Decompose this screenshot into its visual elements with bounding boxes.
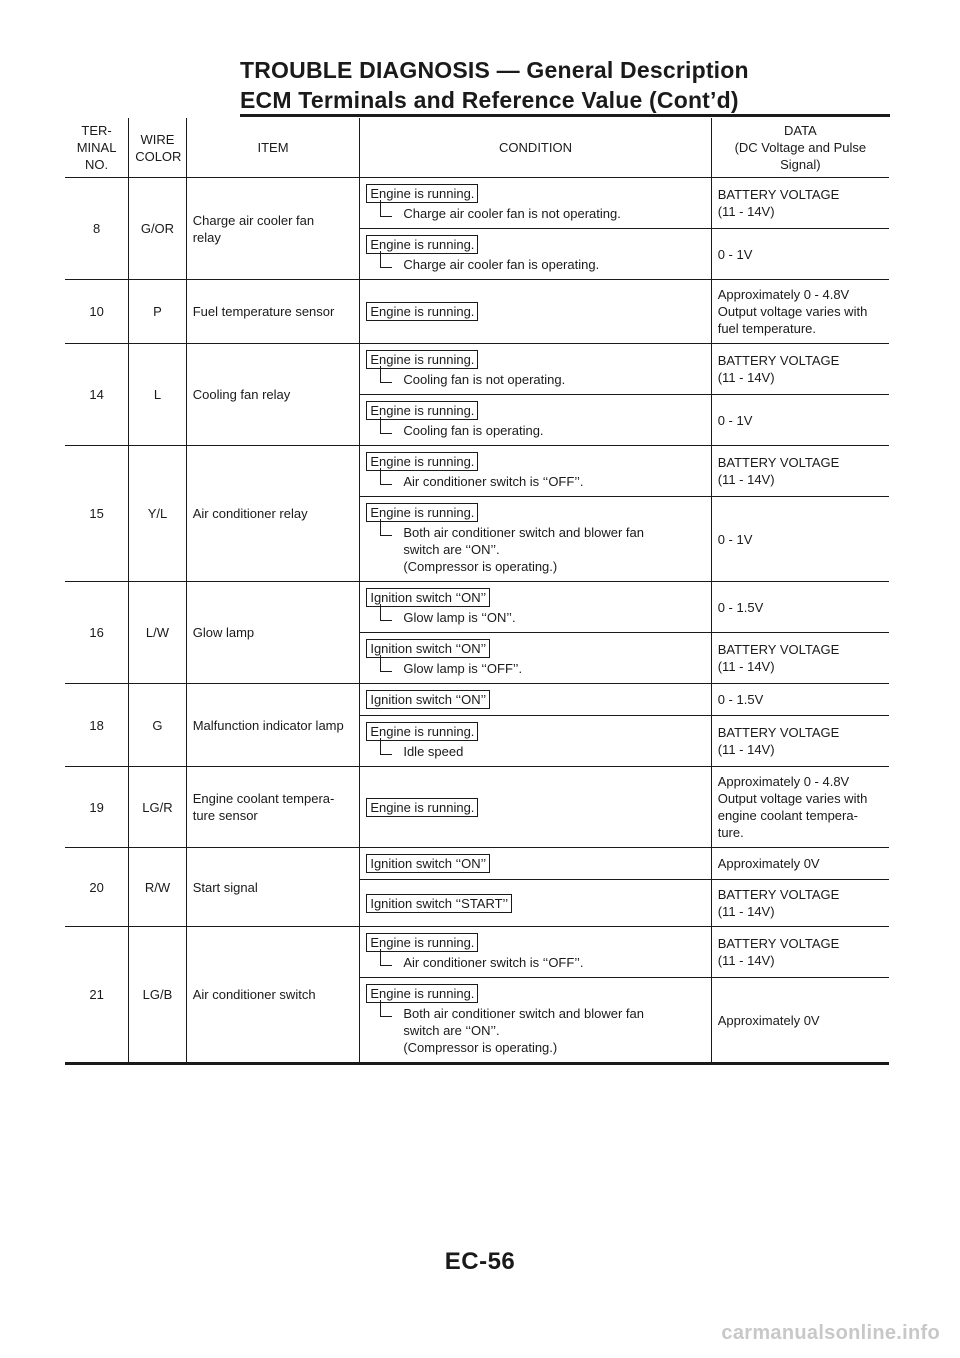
condition-cell (360, 927, 711, 978)
wire-color: LG/B (129, 927, 187, 1064)
condition-cell (360, 684, 711, 716)
condition-sub-text: Glow lamp is ‘‘ON’’. (403, 610, 516, 625)
hook-connector (380, 366, 392, 383)
table-header-row (65, 118, 889, 178)
wire-color: LG/R (129, 767, 187, 848)
terminal-number: 16 (65, 582, 129, 684)
condition-cell (360, 344, 711, 395)
wire-color: L/W (129, 582, 187, 684)
terminal-number: 10 (65, 280, 129, 344)
condition-sub-text: Cooling fan is not operating. (403, 372, 566, 387)
subsection-title: ECM Terminals and Reference Value (Cont’d) (240, 87, 739, 113)
condition-cell (360, 446, 711, 497)
item-name: Start signal (186, 848, 360, 927)
header-terminal-no: TER- MINAL NO. (65, 118, 129, 178)
condition-cell (360, 178, 711, 229)
table-row (65, 178, 889, 229)
header-rule (240, 114, 890, 117)
item-name: Glow lamp (186, 582, 360, 684)
hook-connector (380, 468, 392, 485)
hook-connector (380, 251, 392, 268)
condition-main: Ignition switch ‘‘ON’’ (366, 854, 490, 873)
condition-sub (366, 422, 704, 439)
condition-main: Engine is running. (366, 235, 478, 254)
wire-color: G (129, 684, 187, 767)
terminal-number: 15 (65, 446, 129, 582)
data-value: BATTERY VOLTAGE (11 - 14V) (711, 178, 889, 229)
item-name: Fuel temperature sensor (186, 280, 360, 344)
header-item: ITEM (186, 118, 360, 178)
data-value: BATTERY VOLTAGE (11 - 14V) (711, 633, 889, 684)
wire-color: P (129, 280, 187, 344)
table-row (65, 848, 889, 880)
wire-color: G/OR (129, 178, 187, 280)
data-value: BATTERY VOLTAGE (11 - 14V) (711, 716, 889, 767)
hook-connector (380, 604, 392, 621)
data-value: Approximately 0V (711, 848, 889, 880)
watermark: carmanualsonline.info (721, 1322, 940, 1344)
data-value: 0 - 1.5V (711, 582, 889, 633)
data-value: Approximately 0 - 4.8V Output voltage varies with engine coolant tempera- ture. (711, 767, 889, 848)
data-value: BATTERY VOLTAGE (11 - 14V) (711, 927, 889, 978)
condition-main: Engine is running. (366, 503, 478, 522)
table-row (65, 344, 889, 395)
table-row (65, 280, 889, 344)
condition-main: Engine is running. (366, 452, 478, 471)
data-value: Approximately 0 - 4.8V Output voltage varies with fuel temperature. (711, 280, 889, 344)
table-row (65, 446, 889, 497)
header-wire-color: WIRE COLOR (129, 118, 187, 178)
condition-cell (360, 497, 711, 582)
condition-cell (360, 767, 711, 848)
condition-sub-text: Both air conditioner switch and blower fan switch are ‘‘ON’’. (Compressor is operating.) (403, 1006, 644, 1055)
condition-sub-text: Air conditioner switch is ‘‘OFF’’. (403, 474, 584, 489)
condition-sub (366, 743, 704, 760)
header-condition: CONDITION (360, 118, 711, 178)
condition-cell (360, 395, 711, 446)
condition-main: Engine is running. (366, 350, 478, 369)
condition-sub (366, 1005, 704, 1056)
condition-cell (360, 582, 711, 633)
terminal-number: 19 (65, 767, 129, 848)
condition-main: Engine is running. (366, 722, 478, 741)
condition-cell (360, 978, 711, 1064)
item-name: Malfunction indicator lamp (186, 684, 360, 767)
condition-cell (360, 880, 711, 927)
table-row (65, 582, 889, 633)
terminal-number: 20 (65, 848, 129, 927)
condition-cell (360, 280, 711, 344)
condition-sub (366, 256, 704, 273)
hook-connector (380, 655, 392, 672)
item-name: Charge air cooler fan relay (186, 178, 360, 280)
hook-connector (380, 519, 392, 536)
data-value: 0 - 1V (711, 497, 889, 582)
table-row (65, 684, 889, 716)
section-title: TROUBLE DIAGNOSIS — General Description (240, 57, 749, 83)
condition-main: Engine is running. (366, 302, 478, 321)
condition-sub (366, 660, 704, 677)
hook-connector (380, 1000, 392, 1017)
condition-sub (366, 205, 704, 222)
condition-cell (360, 229, 711, 280)
hook-connector (380, 738, 392, 755)
data-value: BATTERY VOLTAGE (11 - 14V) (711, 446, 889, 497)
item-name: Air conditioner relay (186, 446, 360, 582)
hook-connector (380, 949, 392, 966)
wire-color: Y/L (129, 446, 187, 582)
table-row (65, 767, 889, 848)
condition-main: Ignition switch ‘‘START’’ (366, 894, 512, 913)
ecm-terminals-table (65, 118, 889, 1065)
wire-color: L (129, 344, 187, 446)
data-value: 0 - 1.5V (711, 684, 889, 716)
condition-sub (366, 524, 704, 575)
hook-connector (380, 417, 392, 434)
condition-sub (366, 473, 704, 490)
condition-main: Engine is running. (366, 401, 478, 420)
wire-color: R/W (129, 848, 187, 927)
data-value: Approximately 0V (711, 978, 889, 1064)
condition-sub-text: Idle speed (403, 744, 464, 759)
table-body (65, 178, 889, 1064)
condition-sub-text: Cooling fan is operating. (403, 423, 544, 438)
terminal-number: 14 (65, 344, 129, 446)
condition-sub-text: Charge air cooler fan is not operating. (403, 206, 621, 221)
terminal-number: 18 (65, 684, 129, 767)
condition-main: Engine is running. (366, 798, 478, 817)
condition-sub-text: Glow lamp is ‘‘OFF’’. (403, 661, 523, 676)
condition-sub (366, 371, 704, 388)
header-data: DATA (DC Voltage and Pulse Signal) (711, 118, 889, 178)
condition-sub-text: Charge air cooler fan is operating. (403, 257, 600, 272)
condition-cell (360, 633, 711, 684)
condition-sub-text: Both air conditioner switch and blower fan switch are ‘‘ON’’. (Compressor is operating.) (403, 525, 644, 574)
condition-cell (360, 716, 711, 767)
condition-cell (360, 848, 711, 880)
item-name: Air conditioner switch (186, 927, 360, 1064)
condition-main: Engine is running. (366, 184, 478, 203)
data-value: BATTERY VOLTAGE (11 - 14V) (711, 344, 889, 395)
condition-sub-text: Air conditioner switch is ‘‘OFF’’. (403, 955, 584, 970)
terminal-number: 21 (65, 927, 129, 1064)
condition-main: Engine is running. (366, 984, 478, 1003)
table-row (65, 927, 889, 978)
page-number: EC-56 (444, 1248, 516, 1275)
page-header (240, 56, 890, 114)
item-name: Engine coolant tempera- ture sensor (186, 767, 360, 848)
condition-main: Engine is running. (366, 933, 478, 952)
hook-connector (380, 200, 392, 217)
data-value: BATTERY VOLTAGE (11 - 14V) (711, 880, 889, 927)
condition-main: Ignition switch ‘‘ON’’ (366, 639, 490, 658)
condition-sub (366, 954, 704, 971)
terminal-number: 8 (65, 178, 129, 280)
condition-main: Ignition switch ‘‘ON’’ (366, 690, 490, 709)
item-name: Cooling fan relay (186, 344, 360, 446)
data-value: 0 - 1V (711, 395, 889, 446)
condition-main: Ignition switch ‘‘ON’’ (366, 588, 490, 607)
condition-sub (366, 609, 704, 626)
data-value: 0 - 1V (711, 229, 889, 280)
